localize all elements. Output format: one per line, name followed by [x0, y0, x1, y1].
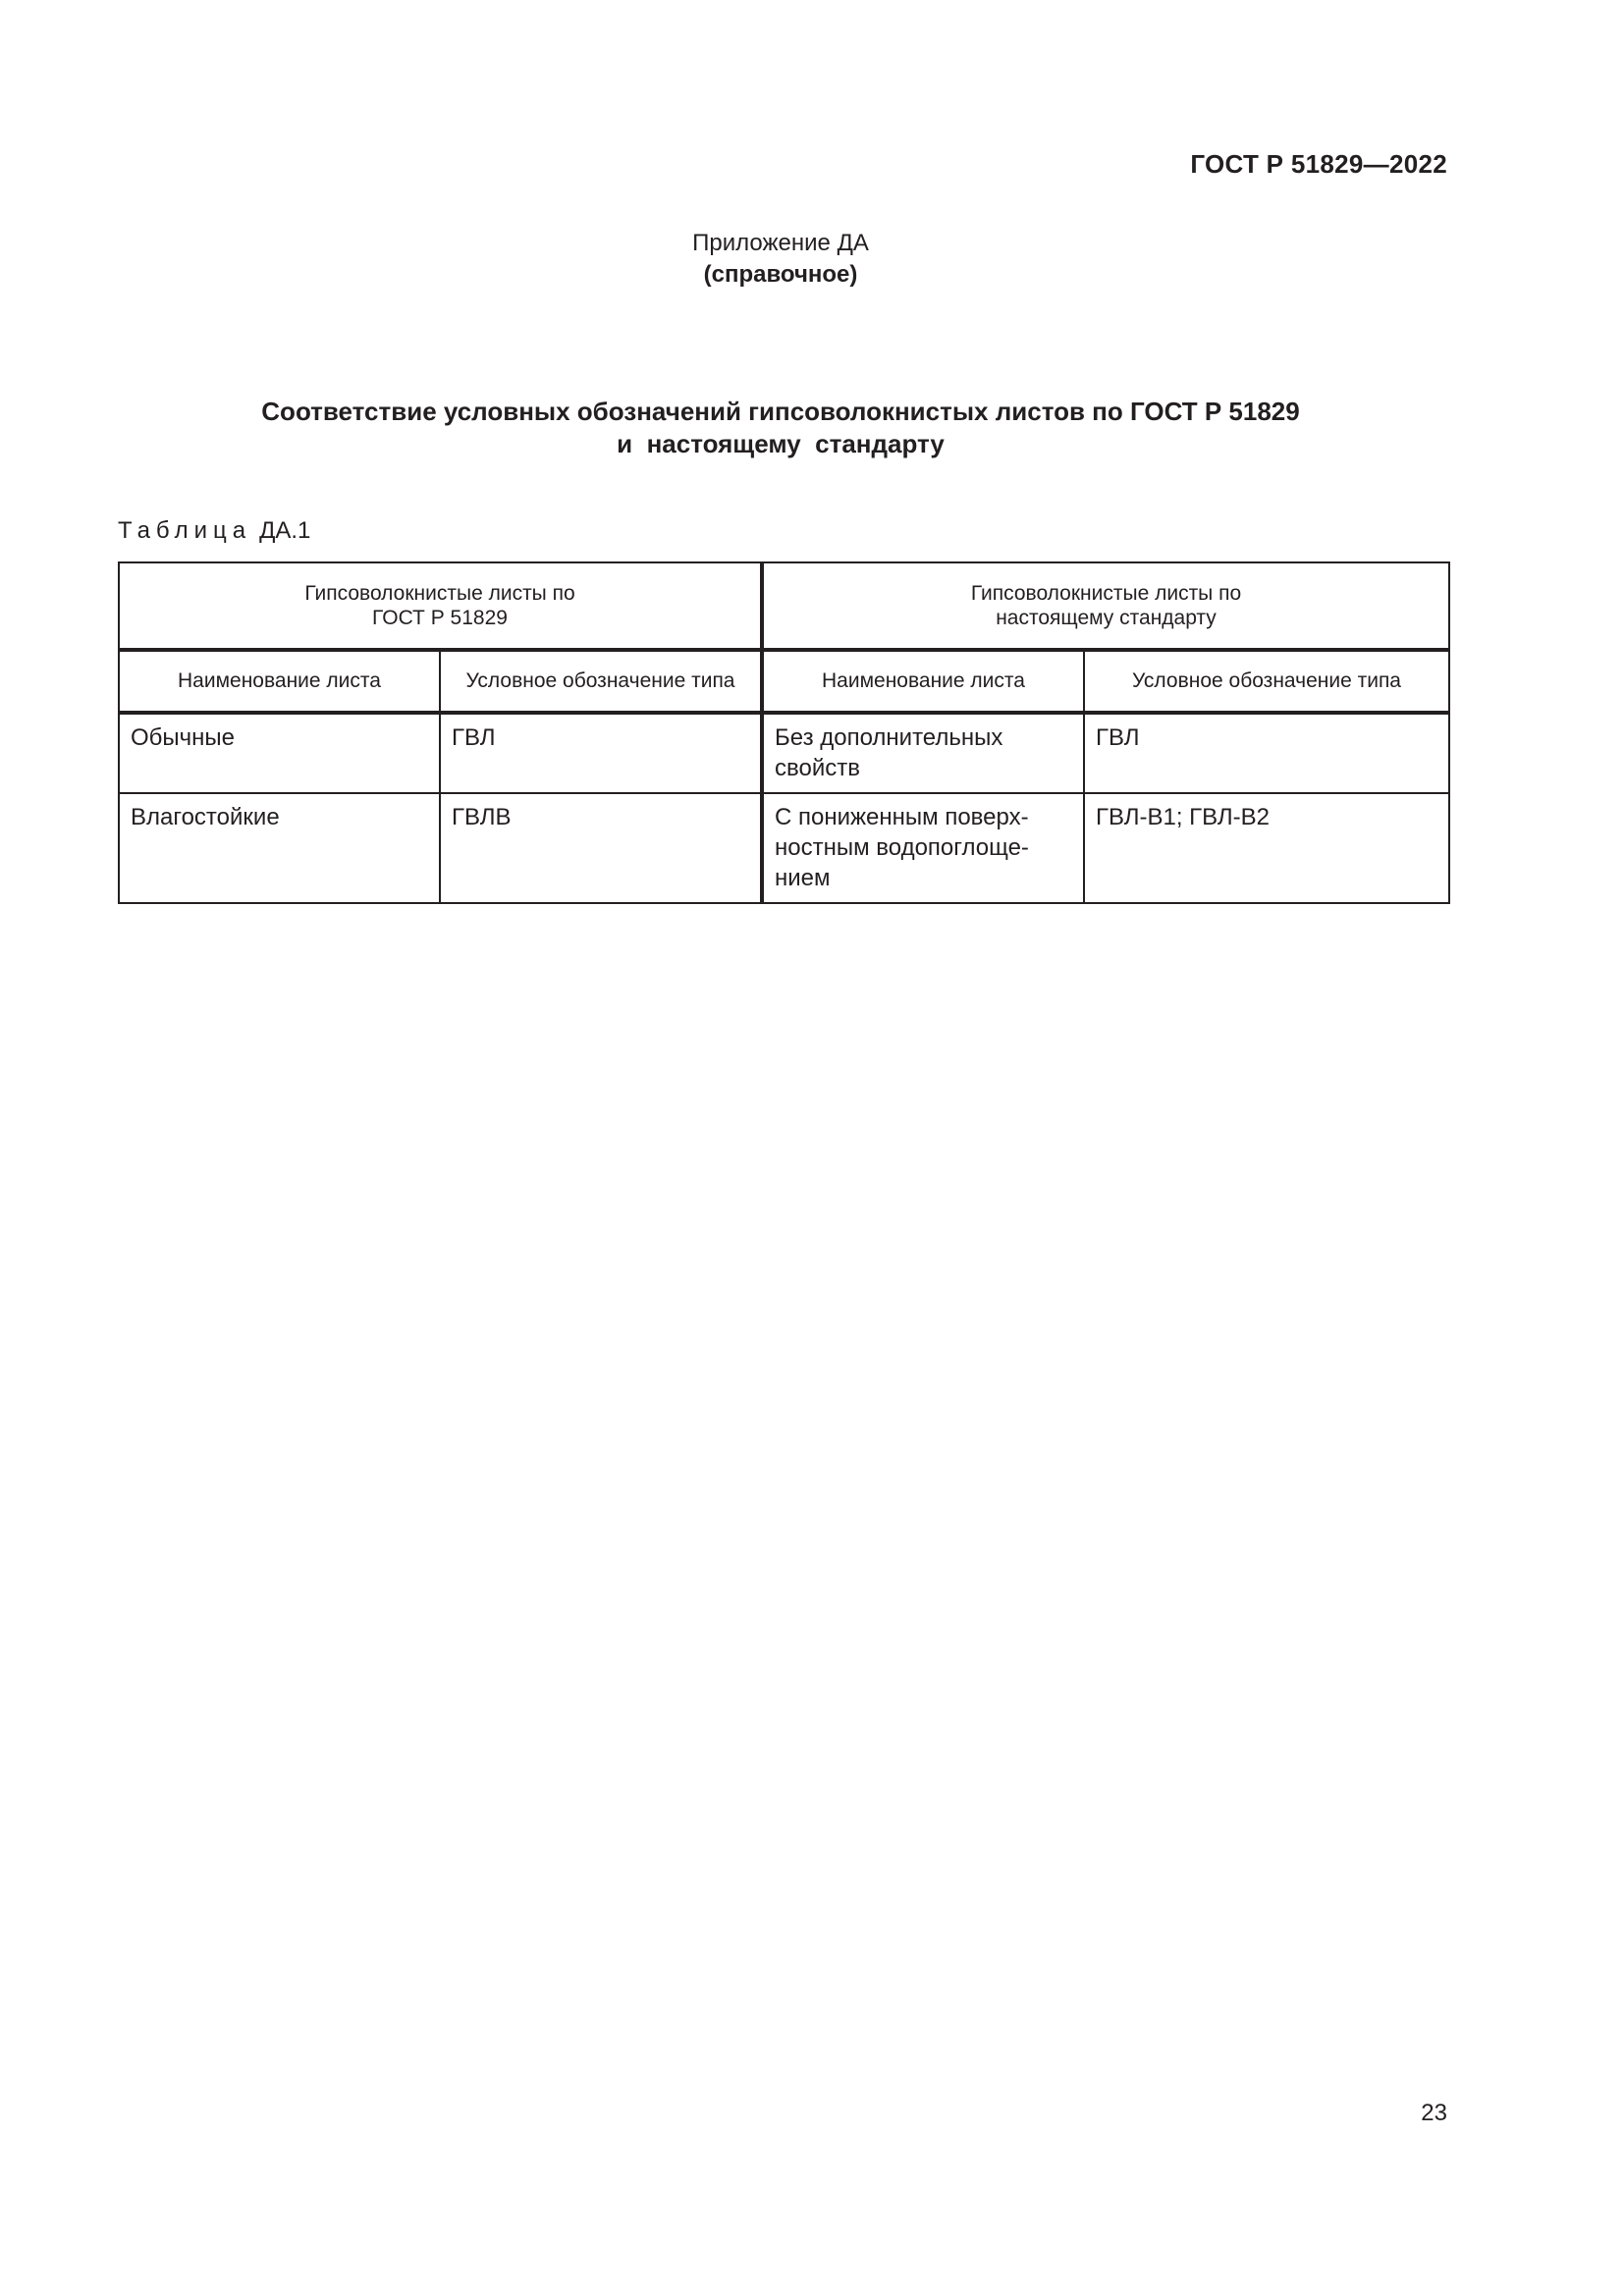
appendix-heading: [0, 228, 1561, 291]
column-header-cell: Наименование листа: [762, 650, 1084, 713]
table-cell: Обычные: [119, 713, 440, 793]
page-number: 23: [1421, 2100, 1447, 2126]
correspondence-table: [118, 561, 1450, 904]
table-caption: [118, 517, 310, 545]
table-cell: Влагостойкие: [119, 793, 440, 903]
table-row: [119, 713, 1449, 793]
table-cell: Без дополнительных свойств: [762, 713, 1084, 793]
table-row: [119, 793, 1449, 903]
table-cell: ГВЛ-В1; ГВЛ-В2: [1084, 793, 1449, 903]
group-header-cell: Гипсоволокнистые листы по настоящему стандарту: [762, 562, 1449, 650]
appendix-status: (справочное): [703, 261, 858, 288]
group-header-row: [119, 562, 1449, 650]
table-cell: ГВЛ: [1084, 713, 1449, 793]
column-header-row: [119, 650, 1449, 713]
table-cell: С пониженным поверх- ностным водопоглоще- нием: [762, 793, 1084, 903]
column-header-cell: Условное обозначение типа: [440, 650, 762, 713]
column-header-cell: Условное обозначение типа: [1084, 650, 1449, 713]
group-header-cell: Гипсоволокнистые листы по ГОСТ Р 51829: [119, 562, 762, 650]
table-caption-word: Таблица: [118, 517, 252, 544]
column-header-cell: Наименование листа: [119, 650, 440, 713]
appendix-title: Приложение ДА: [692, 230, 869, 256]
table-cell: ГВЛ: [440, 713, 762, 793]
standard-number: ГОСТ Р 51829—2022: [1190, 149, 1447, 179]
section-title: Соответствие условных обозначений гипсоволокнистых листов по ГОСТ Р 51829 и настоящему стандарту: [261, 397, 1300, 458]
table-caption-number: ДА.1: [259, 517, 311, 544]
table-cell: ГВЛВ: [440, 793, 762, 903]
